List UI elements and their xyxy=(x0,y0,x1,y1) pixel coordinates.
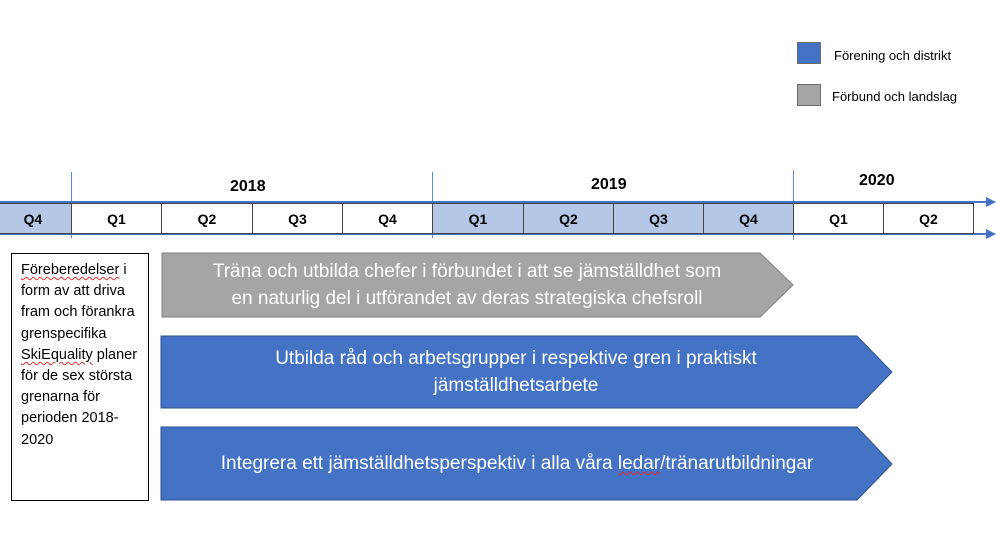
note-text-end: planer för de sex största grenarna för perioden 2018-2020 xyxy=(21,346,138,448)
arrow-text-train-leaders xyxy=(162,253,772,317)
legend-label-forening: Förening och distrikt xyxy=(834,48,952,63)
arrow-text-educate-councils-line1: Utbilda råd och arbetsgrupper i respektive gren i praktiskt xyxy=(275,348,757,369)
quarter-2020-q1: Q1 xyxy=(793,203,884,234)
quarter-2018-q1: Q1 xyxy=(71,203,162,234)
quarter-2019-q4: Q4 xyxy=(703,203,794,234)
year-label-2020: 2020 xyxy=(859,172,895,189)
arrow-text-integrate-perspective-line xyxy=(221,450,814,477)
quarter-2019-q3: Q3 xyxy=(613,203,704,234)
quarter-2020-q2: Q2 xyxy=(883,203,974,234)
year-label-2018: 2018 xyxy=(230,178,266,195)
quarter-2017-q4: Q4 xyxy=(0,203,72,234)
quarter-2019-q1: Q1 xyxy=(432,203,524,234)
quarter-2018-q4: Q4 xyxy=(342,203,433,234)
arrow-text-train-leaders-line2: en naturlig del i utförandet av deras strategiska chefsroll xyxy=(231,288,703,309)
legend-label-forbund: Förbund och landslag xyxy=(832,89,958,104)
year-label-2019: 2019 xyxy=(591,176,627,193)
arrow-text-integrate-ledar: ledar xyxy=(617,453,661,474)
quarter-2018-q2: Q2 xyxy=(161,203,253,234)
note-text-rest: i form av att driva fram och förankra grenspecifika xyxy=(21,262,135,342)
arrow-text-integrate-post: /tränarutbildningar xyxy=(660,453,814,474)
arrow-text-train-leaders-line1: Träna och utbilda chefer i förbundet i att se jämställdhet som xyxy=(212,261,722,282)
quarter-2019-q2: Q2 xyxy=(523,203,614,234)
arrow-text-integrate-pre: Integrera ett jämställdhetsperspektiv i alla våra xyxy=(220,453,618,474)
quarter-2018-q3: Q3 xyxy=(252,203,343,234)
arrow-text-educate-councils xyxy=(161,336,871,408)
arrow-text-integrate-perspective xyxy=(161,427,873,500)
note-first-word: Föreberedelser xyxy=(21,262,120,278)
note-skiequality: SkiEquality xyxy=(21,346,93,363)
arrow-text-educate-councils-line2: jämställdhetsarbete xyxy=(433,375,599,396)
